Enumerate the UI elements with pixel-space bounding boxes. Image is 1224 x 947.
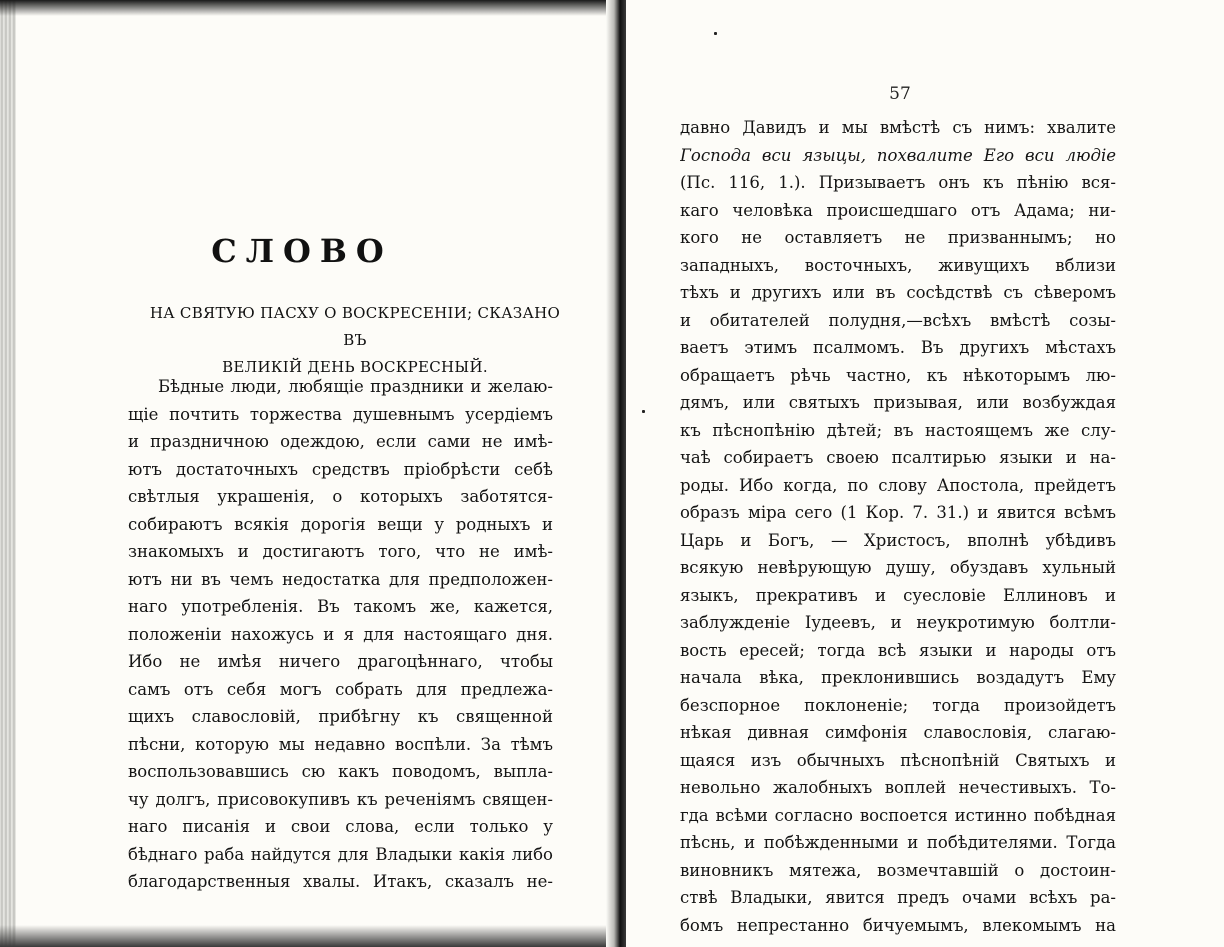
text-line: наго употребленія. Въ такомъ же, кажется, (128, 597, 553, 616)
text-line: давно Давидъ и мы вмѣстѣ съ нимъ: хвалите (680, 118, 1116, 137)
text-line: воспользовавшись сю какъ поводомъ, выпла- (128, 762, 553, 781)
text-line: щихъ славословій, прибѣгну къ священной (128, 707, 553, 726)
text-line: роды. Ибо когда, по слову Апостола, прейдетъ (680, 475, 1116, 495)
text-line: всякую невѣрующую душу, обуздавъ хульный (680, 558, 1116, 577)
text-line: Царь и Богъ, — Христосъ, вполнѣ убѣдивъ (680, 530, 1116, 550)
left-body-text (128, 373, 553, 896)
text-line: самъ отъ себя могъ собрать для предлежа- (128, 679, 553, 699)
text-line: обращаетъ рѣчь частно, къ нѣкоторымъ лю- (680, 365, 1116, 385)
text-line: Бѣдные люди, любящіе праздники и желаю- (158, 377, 553, 396)
text-line: западныхъ, восточныхъ, живущихъ вблизи (680, 255, 1116, 275)
text-line: чу долгъ, присовокупивъ къ реченіямъ священ- (128, 789, 553, 809)
text-line: ствѣ Владыки, явится предъ очами всѣхъ ра- (680, 888, 1116, 907)
text-line: дямъ, или святыхъ призывая, или возбуждая (680, 393, 1116, 412)
text-line: свѣтлыя украшенія, о которыхъ заботятся- (128, 487, 553, 506)
text-line: начала вѣка, преклонившись воздадутъ Ему (680, 668, 1116, 687)
text-line: пѣснь, и побѣжденными и побѣдителями. Тогда (680, 833, 1116, 852)
text-line: виновникъ мятежа, возмечтавшій о достоин- (680, 860, 1116, 880)
sermon-subtitle (140, 300, 570, 381)
text-line: и праздничною одеждою, если сами не имѣ- (128, 432, 553, 451)
text-line: положеніи нахожусь и я для настоящаго дня. (128, 624, 553, 644)
text-line: вость ересей; тогда всѣ языки и народы отъ (680, 640, 1116, 660)
scan-shadow-bottom (0, 925, 606, 947)
text-line: наго писанія и свои слова, если только у (128, 817, 553, 836)
text-line: благодарственныя хвалы. Итакъ, сказалъ не- (128, 872, 553, 891)
scan-speck (642, 410, 645, 413)
page-number: 57 (889, 84, 911, 104)
text-line: бѣднаго раба найдутся для Владыки какія либо (128, 844, 553, 864)
text-line: невольно жалобныхъ воплей нечестивыхъ. То- (680, 778, 1116, 797)
sermon-title: СЛОВО (211, 232, 393, 270)
text-line: бомъ непрестанно бичуемымъ, влекомымъ на (680, 915, 1116, 935)
text-line: щіе почтить торжества душевнымъ усердіемъ (128, 404, 553, 424)
scan-speck (714, 32, 717, 35)
right-body-text (680, 114, 1116, 939)
text-line: ютъ достаточныхъ средствъ пріобрѣсти себѣ (128, 459, 553, 479)
book-gutter (606, 0, 626, 947)
text-line: (Пс. 116, 1.). Призываетъ онъ къ пѣнію вся- (680, 173, 1116, 192)
text-line: нѣкая дивная симфонія славословія, слагаю- (680, 723, 1116, 742)
subtitle-line: ВЕЛИКІЙ ДЕНЬ ВОСКРЕСНЫЙ. (222, 358, 488, 376)
text-line: заблужденіе Іудеевъ, и неукротимую болтли- (680, 613, 1116, 632)
text-line: безспорное поклоненіе; тогда произойдетъ (680, 695, 1116, 715)
text-line: пѣсни, которую мы недавно воспѣли. За тѣмъ (128, 734, 553, 754)
text-line: къ пѣснопѣнію дѣтей; въ настоящемъ же слу- (680, 420, 1116, 440)
text-line: Господа вси языцы, похвалите Его вси людіе (680, 145, 1116, 165)
text-line: щаяся изъ обычныхъ пѣснопѣній Святыхъ и (680, 750, 1116, 770)
text-line: собираютъ всякія дорогія вещи у родныхъ и (128, 514, 553, 534)
text-line: языкъ, прекративъ и суесловіе Еллиновъ и (680, 585, 1116, 605)
text-line: каго человѣка происшедшаго отъ Адама; ни- (680, 200, 1116, 220)
text-line: Ибо не имѣя ничего драгоцѣннаго, чтобы (128, 652, 553, 671)
text-line: тѣхъ и другихъ или въ сосѣдствѣ съ сѣверомъ (680, 283, 1116, 302)
text-line: гда всѣми согласно воспоется истинно побѣдная (680, 805, 1116, 825)
text-line: знакомыхъ и достигаютъ того, что не имѣ- (128, 542, 553, 561)
subtitle-line: НА СВЯТУЮ ПАСХУ О ВОСКРЕСЕНІИ; СКАЗАНО ВЪ (149, 304, 561, 349)
page-edge-stack (0, 0, 16, 947)
text-line: чаѣ собираетъ своею псалтирью языки и на- (680, 448, 1116, 467)
text-line: ютъ ни въ чемъ недостатка для предположен- (128, 569, 553, 589)
scan-shadow-top (0, 0, 606, 16)
text-line: кого не оставляетъ не призваннымъ; но (680, 228, 1116, 247)
right-page (618, 0, 1224, 947)
text-line: ваетъ этимъ псалмомъ. Въ другихъ мѣстахъ (680, 338, 1116, 357)
text-line: образъ міра сего (1 Кор. 7. 31.) и явится всѣмъ (680, 503, 1116, 522)
text-line: и обитателей полудня,—всѣхъ вмѣстѣ созы- (680, 310, 1116, 330)
